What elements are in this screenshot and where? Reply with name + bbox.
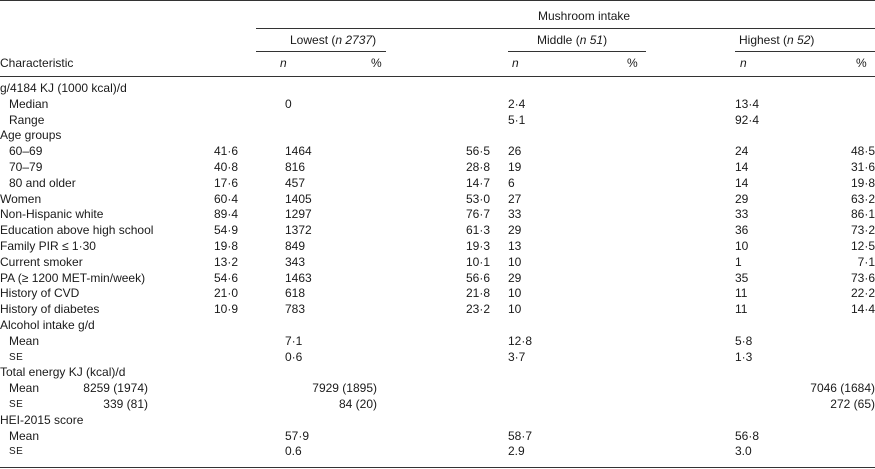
table-cell-p2: 73·2: [850, 223, 875, 238]
table-cell-p2: 63·2: [850, 191, 875, 206]
table-cell-p2: 31·6: [850, 160, 875, 174]
table-cell-p2: 7·1: [857, 254, 875, 269]
table-cell-n2: 56·8: [735, 428, 760, 443]
table-cell-n0: 618: [285, 286, 306, 301]
table-cell-n0: 816: [285, 160, 306, 174]
table-cell-n1: 2.9: [508, 444, 525, 459]
table-cell-n0: 0.6: [285, 444, 302, 459]
row-label: SE: [9, 351, 24, 363]
col-pct-middle: %: [627, 56, 638, 70]
table-cell-p2: 19·8: [850, 175, 875, 190]
row-label: Alcohol intake g/d: [0, 318, 95, 332]
table-cell-p2: 86·1: [850, 207, 875, 222]
col-n-lowest: n: [280, 56, 287, 70]
table-cell-n1: 10: [508, 254, 522, 269]
table-cell-n0: 457: [285, 175, 306, 190]
table-cell-n0: 1372: [285, 223, 312, 238]
row-label: Current smoker: [0, 254, 83, 269]
table-cell-m2: 7046 (1684): [810, 381, 875, 396]
table-cell-n1: 13: [508, 239, 522, 253]
table-cell-n1: 10: [508, 286, 522, 301]
bottom-rule: [0, 467, 875, 468]
table-cell-n1: 29: [508, 223, 522, 238]
table-cell-p0: 56·5: [465, 144, 490, 159]
characteristic-header: Characteristic: [0, 56, 74, 70]
table-cell-m1: 8259 (1974): [83, 381, 148, 396]
table-cell-m1: 339 (81): [103, 397, 148, 411]
table-cell-n0: 1464: [285, 144, 312, 159]
group-header-lowest: Lowest (n 2737): [290, 33, 377, 47]
header-rule: [0, 76, 875, 77]
table-cell-p0: 76·7: [465, 207, 490, 222]
table-cell-p0: 28·8: [465, 160, 490, 174]
table-cell-p1: 54·9: [213, 223, 238, 238]
table-cell-n1: 19: [508, 160, 522, 174]
table-cell-p2: 12·5: [850, 239, 875, 253]
table-cell-p2: 22·2: [850, 286, 875, 301]
row-label: Mean: [9, 428, 40, 443]
table-cell-n0: 343: [285, 254, 306, 269]
table-cell-p1: 89·4: [213, 207, 238, 222]
table-cell-p2: 14·4: [850, 302, 875, 317]
row-label: Non-Hispanic white: [0, 207, 104, 222]
row-label: History of diabetes: [0, 302, 100, 317]
table-cell-p1: 10·9: [213, 302, 238, 317]
table-cell-n2: 92·4: [735, 112, 760, 127]
table-cell-n1: 3·7: [508, 349, 526, 364]
table-cell-n0: 783: [285, 302, 306, 317]
table-cell-n1: 26: [508, 144, 522, 159]
row-label: Education above high school: [0, 223, 154, 238]
table-cell-p1: 17·6: [213, 175, 238, 190]
subgroup-rule-middle: [508, 51, 646, 52]
table-cell-p0: 14·7: [465, 175, 490, 190]
table-cell-n1: 33: [508, 207, 522, 222]
table-cell-n2: 29: [735, 191, 749, 206]
table-cell-n0: 849: [285, 239, 306, 253]
table-cell-n0: 1297: [285, 207, 312, 222]
table-cell-n2: 1: [735, 254, 742, 269]
row-label: PA (≥ 1200 MET-min/week): [0, 270, 146, 285]
table-cell-p1: 13·2: [213, 254, 238, 269]
table-cell-n2: 35: [735, 270, 749, 285]
table-cell-p0: 19·3: [465, 239, 490, 253]
table-cell-m0: 7929 (1895): [312, 381, 377, 396]
col-pct-highest: %: [856, 56, 867, 70]
row-label: Median: [9, 96, 49, 111]
table-cell-n2: 14: [735, 175, 749, 190]
table-cell-p1: 41·6: [213, 144, 238, 159]
table-cell-p1: 40·8: [213, 160, 238, 174]
table-cell-n2: 24: [735, 144, 749, 159]
table-cell-n0: 0: [285, 96, 292, 111]
table-cell-n1: 58·7: [508, 428, 533, 443]
table-cell-n0: 1405: [285, 191, 312, 206]
table-cell-m0: 84 (20): [338, 397, 377, 411]
table-cell-p1: 60·4: [213, 191, 238, 206]
row-label: Family PIR ≤ 1·30: [0, 239, 96, 253]
row-label: Total energy KJ (kcal)/d: [0, 365, 126, 380]
row-label: Women: [0, 191, 42, 206]
table-cell-n2: 33: [735, 207, 749, 222]
table-cell-n2: 11: [735, 302, 748, 317]
top-rule: [0, 0, 875, 1]
table-cell-p0: 21·8: [465, 286, 490, 301]
row-label: Age groups: [0, 128, 62, 143]
table-cell-p2: 73·6: [850, 270, 875, 285]
subgroup-rule-highest: [735, 51, 875, 52]
col-n-highest: n: [740, 56, 747, 70]
table-cell-n2: 1·3: [735, 349, 753, 364]
table-cell-p0: 56·6: [465, 270, 490, 285]
table-cell-n1: 5·1: [508, 112, 526, 127]
table-cell-n1: 27: [508, 191, 522, 206]
table-cell-n0: 1463: [285, 270, 312, 285]
table-cell-n2: 36: [735, 223, 749, 238]
table-cell-n0: 57·9: [285, 428, 310, 443]
group-header-middle: Middle (n 51): [537, 33, 608, 47]
row-label: HEI-2015 score: [0, 412, 84, 427]
table-cell-n2: 3.0: [735, 444, 752, 459]
row-label: Range: [9, 112, 45, 127]
table-cell-m2: 272 (65): [830, 397, 875, 411]
table-cell-n1: 10: [508, 302, 522, 317]
group-rule: [256, 28, 875, 29]
table-cell-p1: 21·0: [213, 286, 238, 301]
subgroup-rule-lowest: [256, 51, 386, 52]
row-label: History of CVD: [0, 286, 80, 301]
col-pct-lowest: %: [371, 56, 382, 70]
table-cell-p1: 19·8: [213, 239, 238, 253]
table-cell-n1: 6: [508, 175, 515, 190]
table-cell-p0: 61·3: [465, 223, 490, 238]
table-cell-n2: 10: [735, 239, 749, 253]
table-cell-n0: 0·6: [285, 349, 303, 364]
table-cell-n1: 29: [508, 270, 522, 285]
table-cell-p2: 48·5: [850, 144, 875, 159]
table-cell-n1: 2·4: [508, 96, 526, 111]
row-label: 80 and older: [9, 175, 76, 190]
group-title: Mushroom intake: [538, 9, 631, 23]
row-label: SE: [9, 399, 24, 410]
table-cell-p0: 10·1: [465, 254, 490, 269]
row-label: SE: [9, 446, 24, 458]
table-cell-n2: 14: [735, 160, 749, 174]
table-cell-p0: 23·2: [465, 302, 490, 317]
col-n-middle: n: [512, 56, 519, 70]
table-cell-n2: 13·4: [735, 96, 760, 111]
table-cell-n2: 5·8: [735, 333, 753, 348]
table-cell-n1: 12·8: [508, 333, 533, 348]
table-cell-p1: 54·6: [213, 270, 238, 285]
group-header-highest: Highest (n 52): [739, 33, 815, 47]
row-label: g/4184 KJ (1000 kcal)/d: [0, 81, 127, 95]
row-label: Mean: [9, 381, 40, 396]
row-label: 60–69: [9, 144, 43, 159]
table-cell-n0: 7·1: [285, 333, 303, 348]
table-cell-p0: 53·0: [465, 191, 490, 206]
row-label: Mean: [9, 333, 40, 348]
table-cell-n2: 11: [735, 286, 748, 301]
row-label: 70–79: [9, 160, 43, 174]
